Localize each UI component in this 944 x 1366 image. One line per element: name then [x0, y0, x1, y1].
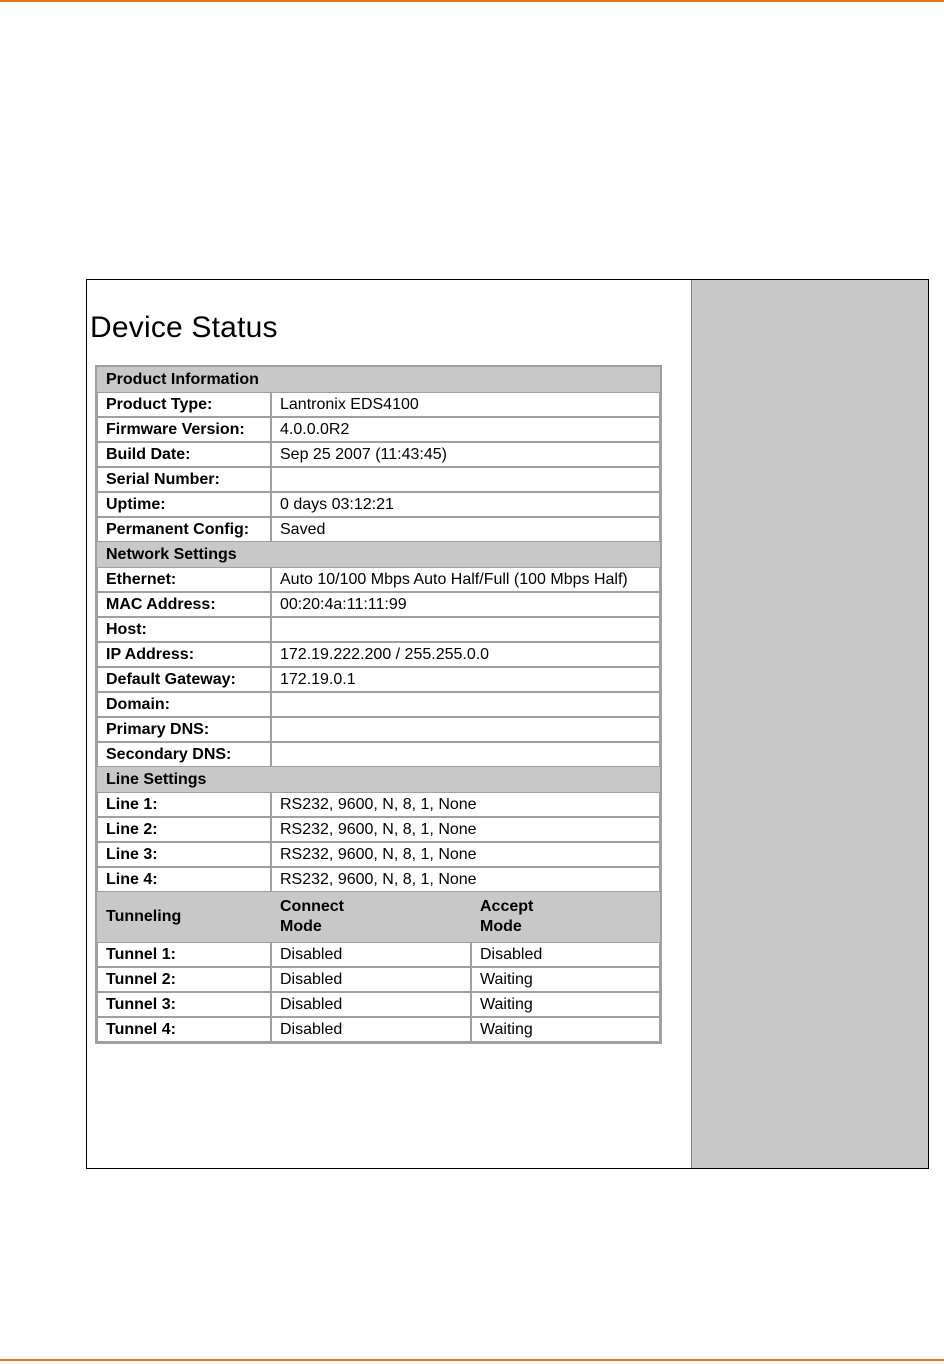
- device-status-window: [86, 279, 929, 1169]
- row-value: 172.19.222.200 / 255.255.0.0: [271, 642, 660, 667]
- row-label: Default Gateway:: [97, 667, 271, 692]
- row-uptime: [97, 492, 660, 517]
- side-panel: [691, 280, 928, 1168]
- row-firmware-version: [97, 417, 660, 442]
- row-ip-address: [97, 642, 660, 667]
- row-label: Permanent Config:: [97, 517, 271, 542]
- row-line-2: [97, 817, 660, 842]
- connect-mode-header: [271, 892, 471, 942]
- connect-mode-value: Disabled: [271, 1017, 471, 1042]
- row-ethernet: [97, 567, 660, 592]
- row-label: IP Address:: [97, 642, 271, 667]
- row-tunnel-4: [97, 1017, 660, 1042]
- device-status-table: [95, 365, 662, 1044]
- row-tunnel-3: [97, 992, 660, 1017]
- connect-mode-value: Disabled: [271, 967, 471, 992]
- row-label: Tunnel 1:: [97, 942, 271, 967]
- row-value: Sep 25 2007 (11:43:45): [271, 442, 660, 467]
- row-serial-number: [97, 467, 660, 492]
- row-label: MAC Address:: [97, 592, 271, 617]
- row-value: RS232, 9600, N, 8, 1, None: [271, 817, 660, 842]
- row-value: 4.0.0.0R2: [271, 417, 660, 442]
- row-label: Host:: [97, 617, 271, 642]
- row-value: Saved: [271, 517, 660, 542]
- row-value: 00:20:4a:11:11:99: [271, 592, 660, 617]
- row-label: Line 3:: [97, 842, 271, 867]
- accept-mode-value: Waiting: [471, 967, 660, 992]
- row-line-4: [97, 867, 660, 892]
- header-line: Mode: [280, 918, 322, 935]
- row-permanent-config: [97, 517, 660, 542]
- section-tunneling: [97, 892, 660, 942]
- row-value: Auto 10/100 Mbps Auto Half/Full (100 Mbps Half): [271, 567, 660, 592]
- accept-mode-value: Disabled: [471, 942, 660, 967]
- row-label: Build Date:: [97, 442, 271, 467]
- row-value: [271, 692, 660, 717]
- row-domain: [97, 692, 660, 717]
- row-label: Product Type:: [97, 392, 271, 417]
- page-title: Device Status: [90, 311, 278, 344]
- accept-mode-header: [471, 892, 660, 942]
- row-tunnel-1: [97, 942, 660, 967]
- bottom-accent-rule: [0, 1359, 944, 1361]
- section-heading: Product Information: [97, 367, 660, 392]
- row-product-type: [97, 392, 660, 417]
- row-build-date: [97, 442, 660, 467]
- row-value: [271, 617, 660, 642]
- row-value: Lantronix EDS4100: [271, 392, 660, 417]
- connect-mode-value: Disabled: [271, 992, 471, 1017]
- row-label: Primary DNS:: [97, 717, 271, 742]
- row-label: Line 2:: [97, 817, 271, 842]
- section-heading: Network Settings: [97, 542, 660, 567]
- row-line-3: [97, 842, 660, 867]
- row-label: Ethernet:: [97, 567, 271, 592]
- row-value: 0 days 03:12:21: [271, 492, 660, 517]
- row-label: Tunnel 2:: [97, 967, 271, 992]
- row-label: Firmware Version:: [97, 417, 271, 442]
- row-value: [271, 717, 660, 742]
- accept-mode-value: Waiting: [471, 1017, 660, 1042]
- row-value: RS232, 9600, N, 8, 1, None: [271, 867, 660, 892]
- header-line: Accept: [480, 898, 534, 915]
- header-line: Connect: [280, 898, 344, 915]
- top-accent-rule: [0, 0, 944, 2]
- section-network-settings: [97, 542, 660, 567]
- row-value: RS232, 9600, N, 8, 1, None: [271, 792, 660, 817]
- section-heading: Tunneling: [97, 892, 271, 942]
- header-line: Mode: [480, 918, 522, 935]
- row-value: RS232, 9600, N, 8, 1, None: [271, 842, 660, 867]
- row-label: Domain:: [97, 692, 271, 717]
- row-label: Line 1:: [97, 792, 271, 817]
- section-product-information: [97, 367, 660, 392]
- row-secondary-dns: [97, 742, 660, 767]
- row-default-gateway: [97, 667, 660, 692]
- connect-mode-value: Disabled: [271, 942, 471, 967]
- section-line-settings: [97, 767, 660, 792]
- section-heading: Line Settings: [97, 767, 660, 792]
- row-label: Uptime:: [97, 492, 271, 517]
- row-label: Line 4:: [97, 867, 271, 892]
- row-label: Tunnel 3:: [97, 992, 271, 1017]
- row-value: [271, 467, 660, 492]
- row-value: [271, 742, 660, 767]
- row-tunnel-2: [97, 967, 660, 992]
- row-host: [97, 617, 660, 642]
- row-label: Secondary DNS:: [97, 742, 271, 767]
- accept-mode-value: Waiting: [471, 992, 660, 1017]
- row-label: Serial Number:: [97, 467, 271, 492]
- row-label: Tunnel 4:: [97, 1017, 271, 1042]
- row-primary-dns: [97, 717, 660, 742]
- row-value: 172.19.0.1: [271, 667, 660, 692]
- row-mac-address: [97, 592, 660, 617]
- row-line-1: [97, 792, 660, 817]
